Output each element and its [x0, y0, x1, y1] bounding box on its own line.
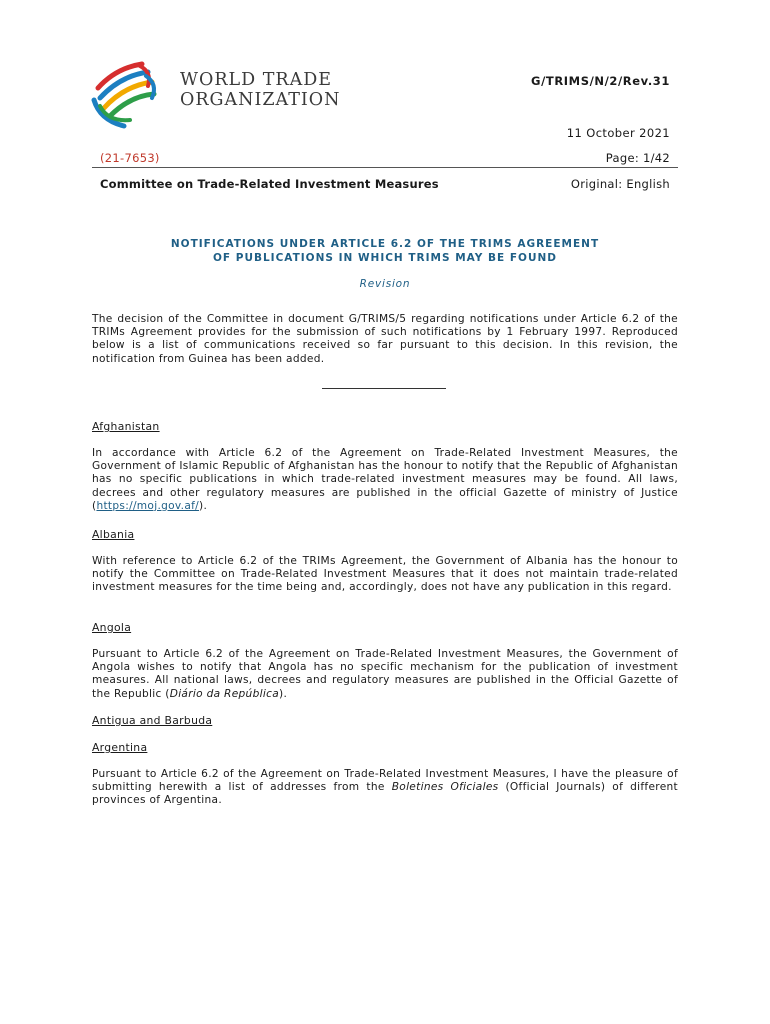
country-heading-argentina: Argentina [92, 741, 148, 754]
argentina-text: Pursuant to Article 6.2 of the Agreement on Trade-Related Investment Measures, I have the pleasure of submitting herewith a list of addresses from the [92, 768, 678, 794]
country-heading-albania: Albania [92, 528, 135, 541]
title-line-1: NOTIFICATIONS UNDER ARTICLE 6.2 OF THE TRIMS AGREEMENT [170, 238, 600, 250]
title-line-2: OF PUBLICATIONS IN WHICH TRIMS MAY BE FOUND [213, 252, 557, 264]
angola-text-end: ). [279, 687, 288, 700]
header-divider [92, 167, 678, 168]
country-heading-angola: Angola [92, 621, 132, 634]
angola-gazette-name: Diário da República [169, 687, 280, 700]
document-symbol: G/TRIMS/N/2/Rev.31 [531, 74, 670, 88]
organization-name-line2: ORGANIZATION [180, 90, 341, 110]
argentina-text-end: (Official Journals) of different provinces of Argentina. [92, 781, 678, 807]
document-title [92, 237, 678, 265]
document-subtitle: Revision [359, 278, 411, 290]
moj-link[interactable]: https://moj.gov.af/ [96, 499, 200, 512]
original-language: Original: English [570, 177, 670, 191]
wto-logo [90, 58, 350, 134]
country-heading-antigua: Antigua and Barbuda [92, 714, 213, 727]
wto-emblem-icon [90, 58, 172, 134]
page-number: Page: 1/42 [605, 151, 670, 165]
intro-paragraph: The decision of the Committee in document G/TRIMS/5 regarding notifications under Article 6.2 of the TRIMs Agreement provides for the submission of such notifications by 1 February 1997. Reproduced below is a list of communications received so far pursuant to this decision. In this revision, the notification from Guinea has been added. [92, 313, 678, 365]
afghanistan-text: In accordance with Article 6.2 of the Agreement on Trade-Related Investment Measures, the Government of Islamic Republic of Afghanistan has the honour to notify that the Republic of Afghanistan has no specific publications in which trade-related investment measures may be found. All laws, decrees and other regulatory measures are published in the official Gazette of ministry of Justice ( [92, 447, 678, 512]
argentina-journal-name: Boletines Oficiales [391, 781, 499, 794]
argentina-paragraph [92, 768, 678, 808]
organization-name [180, 70, 340, 110]
afghanistan-text-end: ). [199, 499, 208, 512]
document-date: 11 October 2021 [566, 126, 670, 140]
angola-text: Pursuant to Article 6.2 of the Agreement on Trade-Related Investment Measures, the Government of Angola wishes to notify that Angola has no specific mechanism for the publication of investment measures. All national laws, decrees and regulatory measures are published in the Official Gazette of the Republic ( [92, 648, 678, 700]
committee-name: Committee on Trade-Related Investment Measures [100, 177, 439, 191]
job-number: (21-7653) [100, 151, 160, 165]
section-separator [322, 388, 446, 389]
albania-paragraph: With reference to Article 6.2 of the TRIMs Agreement, the Government of Albania has the honour to notify the Committee on Trade-Related Investment Measures that it does not maintain trade-related investment measures for the time being and, accordingly, does not have any publication in this regard. [92, 555, 678, 594]
angola-paragraph [92, 648, 678, 701]
country-heading-afghanistan: Afghanistan [92, 420, 160, 433]
afghanistan-paragraph [92, 447, 678, 513]
organization-name-line1: WORLD TRADE [180, 70, 333, 90]
